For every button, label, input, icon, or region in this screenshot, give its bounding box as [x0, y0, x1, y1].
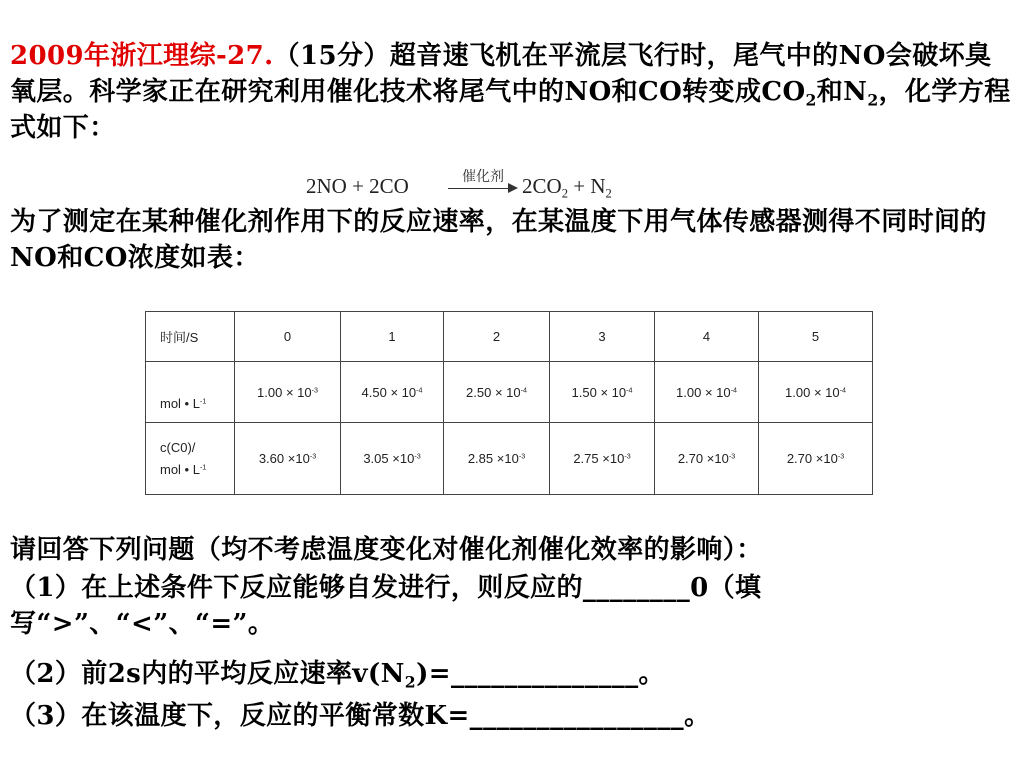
time-cell: 2 [444, 312, 550, 362]
no-value-cell: $1.00 \times 10^{-4}$ [655, 362, 759, 423]
equation-reactants: 2NO + 2CO [306, 174, 409, 198]
co-value-cell: $2.70 \times 10^{-3}$ [655, 423, 759, 495]
no-value-cell: $4.50 \times 10^{-4}$ [341, 362, 444, 423]
equation-products: $2CO_2 + N_2$ [522, 174, 612, 201]
co-value-cell: $3.05 \times 10^{-3}$ [341, 423, 444, 495]
co-row-label: c(C0)/ mol • $L^{-1}$ [146, 423, 235, 495]
co2-subscript: 2 [805, 90, 817, 110]
no-row-label: mol • $L^{-1}$ [146, 362, 235, 423]
question-3: （3）在该温度下，反应的平衡常数K=________________。 [10, 701, 711, 731]
no-value-cell: $1.50 \times 10^{-4}$ [550, 362, 655, 423]
co-row [146, 423, 873, 495]
question-2: （2）前2s内的平均反应速率$v(N_2)=\_\_\_\_\_\_\_\_\_\_\_\_\_\_$。 [10, 659, 665, 692]
question-prompt: 请回答下列问题（均不考虑温度变化对催化剂催化效率的影响）： [10, 535, 763, 565]
reaction-arrow [446, 166, 520, 206]
measurement-text: 为了测定在某种催化剂作用下的反应速率，在某温度下用气体传感器测得不同时间的NO和CO浓度如表： [10, 207, 987, 273]
no-value-cell: $1.00 \times 10^{-3}$ [235, 362, 341, 423]
concentration-table-wrap [145, 311, 873, 495]
co-value-cell: $3.60 \times 10^{-3}$ [235, 423, 341, 495]
no-row [146, 362, 873, 423]
concentration-table [145, 311, 873, 495]
time-cell: 4 [655, 312, 759, 362]
chemical-equation [300, 164, 660, 208]
co-value-cell: $2.75 \times 10^{-3}$ [550, 423, 655, 495]
intro-text-3: ，化学方程式如下： [10, 77, 1011, 143]
intro-text-1: （15分）超音速飞机在平流层飞行时，尾气中的NO会破坏臭氧层。科学家正在研究利用催化技术将尾气中的NO和CO转变成CO [10, 41, 992, 107]
question-1: （1）在上述条件下反应能够自发进行，则反应的________0（填写“>”、“<”、“=”。 [10, 573, 762, 639]
co-value-cell: $2.70 \times 10^{-3}$ [759, 423, 873, 495]
no-value-cell: $1.00 \times 10^{-4}$ [759, 362, 873, 423]
no-value-cell: $2.50 \times 10^{-4}$ [444, 362, 550, 423]
problem-intro [10, 38, 1014, 146]
time-cell: 5 [759, 312, 873, 362]
n2-subscript: 2 [867, 90, 879, 110]
arrow-line [448, 188, 516, 189]
time-cell: 1 [341, 312, 444, 362]
time-cell: 0 [235, 312, 341, 362]
problem-source: 2009年浙江理综-27. [10, 41, 274, 71]
co-value-cell: $2.85 \times 10^{-3}$ [444, 423, 550, 495]
time-row [146, 312, 873, 362]
time-header: 时间/S [146, 312, 235, 362]
arrow-head-icon [508, 183, 518, 193]
intro-text-2: 和N [816, 77, 868, 107]
catalyst-label: 催化剂 [462, 169, 504, 185]
time-cell: 3 [550, 312, 655, 362]
